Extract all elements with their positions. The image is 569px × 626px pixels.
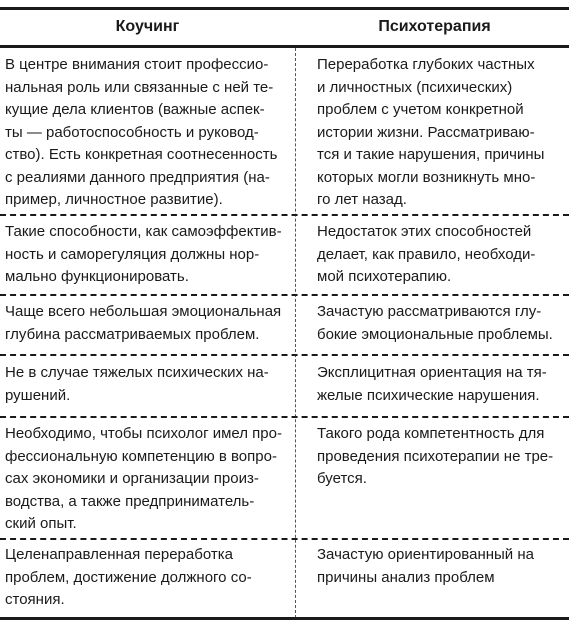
- row-4-coaching: Не в случае тяжелых психических на- рушений.: [5, 364, 269, 404]
- row-separator: [0, 214, 569, 216]
- row-separator: [0, 354, 569, 356]
- header-bottom-rule: [0, 45, 569, 48]
- row-5-psychotherapy: Такого рода компетентность для проведения психотерапии не тре- буется.: [317, 425, 554, 487]
- row-1-coaching: В центре внимания стоит профессио- нальная роль или связанные с ней те- кущие дела клиентов (важные аспек- ты — работоспособность и руковод- ство). Есть конкретная соотнесенность с реалиями данного предприятия (на- пример, личностное развитие).: [5, 56, 278, 208]
- row-separator: [0, 538, 569, 540]
- header-coaching: Коучинг: [115, 18, 180, 35]
- row-separator: [0, 416, 569, 418]
- header-top-rule: [0, 7, 569, 10]
- row-1-psychotherapy: Переработка глубоких частных и личностных (психических) проблем с учетом конкретной истории жизни. Рассматриваю- тся и такие нарушения, причины которых могли возникнуть мно- го лет назад.: [317, 56, 545, 208]
- row-6-psychotherapy: Зачастую ориентированный на причины анализ проблем: [317, 546, 534, 586]
- row-2-psychotherapy: Недостаток этих способностей делает, как правило, необходи- мой психотерапию.: [317, 223, 536, 285]
- row-5-coaching: Необходимо, чтобы психолог имел про- фессиональную компетенцию в вопро- сах экономики и организации произ- водства, а также предприниматель- ский опыт.: [5, 425, 282, 532]
- column-divider: [295, 48, 296, 618]
- row-3-psychotherapy: Зачастую рассматриваются глу- бокие эмоциональные проблемы.: [317, 303, 553, 343]
- table-bottom-rule: [0, 617, 569, 620]
- row-6-coaching: Целенаправленная переработка проблем, достижение должного со- стояния.: [5, 546, 252, 608]
- header-psychotherapy: Психотерапия: [378, 18, 491, 35]
- row-3-coaching: Чаще всего небольшая эмоциональная глубина рассматриваемых проблем.: [5, 303, 282, 343]
- row-4-psychotherapy: Эксплицитная ориентация на тя- желые психические нарушения.: [317, 364, 547, 404]
- row-2-coaching: Такие способности, как самоэффектив- ность и саморегуляция должны нор- мально функционировать.: [5, 223, 282, 285]
- row-separator: [0, 294, 569, 296]
